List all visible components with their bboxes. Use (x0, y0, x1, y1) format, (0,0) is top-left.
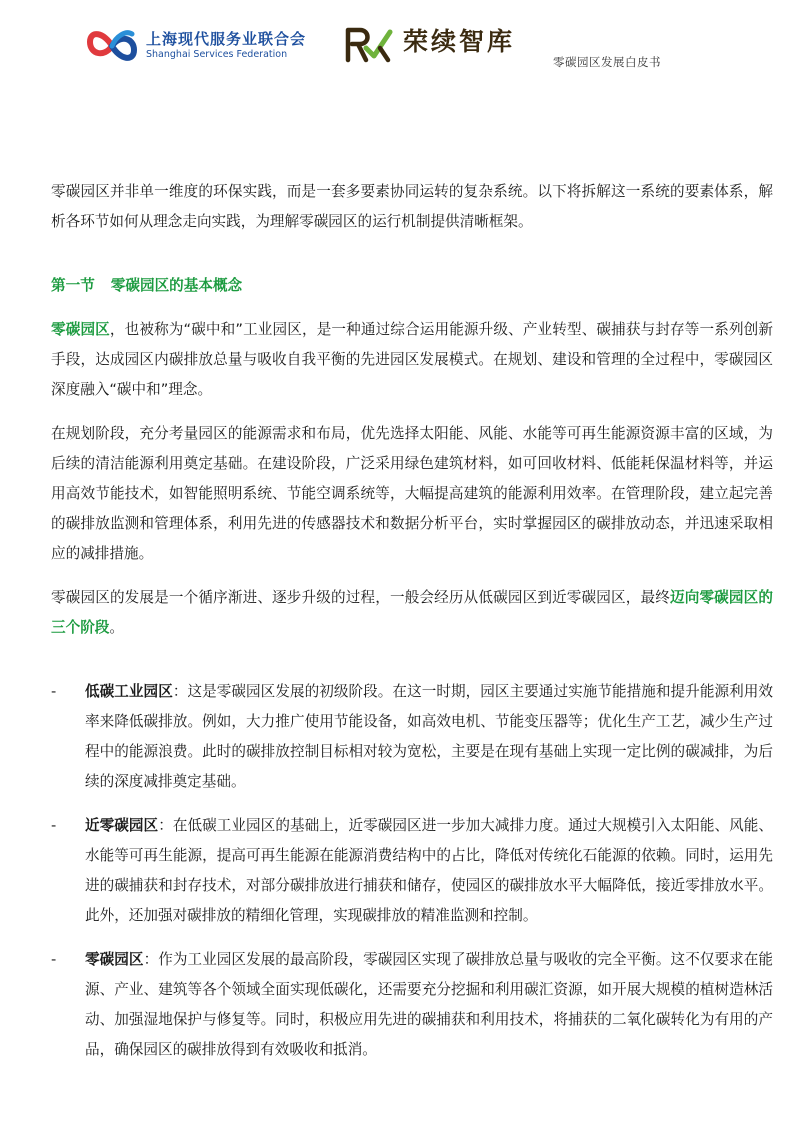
intro-paragraph: 零碳园区并非单一维度的环保实践，而是一套多要素协同运转的复杂系统。以下将拆解这一系统的要素体系，解析各环节如何从理念走向实践，为理解零碳园区的运行机制提供清晰框架。 (51, 183, 773, 230)
list-dash: - (51, 683, 57, 700)
ssf-name-block (146, 30, 306, 61)
development-paragraph (51, 583, 773, 643)
section-heading (51, 271, 773, 301)
definition-text: ，也被称为“碳中和”工业园区，是一种通过综合运用能源升级、产业转型、碳捕获与封存等一系列创新手段，达成园区内碳排放总量与吸收自我平衡的先进园区发展模式。在规划、建设和管理的全过程中，零碳园区深度融入“碳中和”理念。 (51, 321, 773, 398)
stage-item-near-zero (51, 811, 773, 931)
stage-text: ：作为工业园区发展的最高阶段，零碳园区实现了碳排放总量与吸收的完全平衡。这不仅要求在能源、产业、建筑等各个领域全面实现低碳化，还需要充分挖掘和利用碳汇资源，如开展大规模的植树造林活动、加强湿地保护与修复等。同时，积极应用先进的碳捕获和利用技术，将捕获的二氧化碳转化为有用的产品，确保园区的碳排放得到有效吸收和抵消。 (85, 951, 773, 1058)
development-end: 。 (109, 619, 124, 636)
document-title: 零碳园区发展白皮书 (553, 55, 661, 69)
development-highlight: 迈向零碳园区的三个阶段 (51, 589, 773, 636)
section-number: 第一节 (51, 277, 95, 294)
stage-text: ：这是零碳园区发展的初级阶段。在这一时期，园区主要通过实施节能措施和提升能源利用效率来降低碳排放。例如，大力推广使用节能设备，如高效电机、节能变压器等；优化生产工艺，减少生产过程中的能源浪费。此时的碳排放控制目标相对较为宽松，主要是在现有基础上实现一定比例的碳减排，为后续的深度减排奠定基础。 (85, 683, 773, 790)
stage-name: 近零碳园区 (85, 817, 159, 834)
lifecycle-paragraph: 在规划阶段，充分考量园区的能源需求和布局，优先选择太阳能、风能、水能等可再生能源资源丰富的区域，为后续的清洁能源利用奠定基础。在建设阶段，广泛采用绿色建筑材料，如可回收材料、低能耗保温材料等，并运用高效节能技术，如智能照明系统、节能空调系统等，大幅提高建筑的能源利用效率。在管理阶段，建立起完善的碳排放监测和管理体系，利用先进的传感器技术和数据分析平台，实时掌握园区的碳排放动态，并迅速采取相应的减排措施。 (51, 425, 773, 562)
page-header (0, 0, 812, 90)
rx-name: 荣续智库 (403, 27, 516, 56)
ssf-logo-icon (86, 24, 138, 68)
development-text: 零碳园区的发展是一个循序渐进、逐步升级的过程，一般会经历从低碳园区到近零碳园区，最终 (51, 589, 670, 606)
stage-text: ：在低碳工业园区的基础上，近零碳园区进一步加大减排力度。通过大规模引入太阳能、风能、水能等可再生能源，提高可再生能源在能源消费结构中的占比，降低对传统化石能源的依赖。同时，运用先进的碳捕获和封存技术，对部分碳排放进行捕获和储存，使园区的碳排放水平大幅降低，接近零排放水平。此外，还加强对碳排放的精细化管理，实现碳排放的精准监测和控制。 (85, 817, 773, 924)
ssf-name-cn: 上海现代服务业联合会 (146, 30, 307, 48)
stage-name: 零碳园区 (85, 951, 144, 968)
rx-logo-icon (344, 24, 394, 64)
stage-name: 低碳工业园区 (85, 683, 173, 700)
stage-item-zero-carbon (51, 945, 773, 1065)
ssf-name-en: Shanghai Services Federation (146, 49, 288, 60)
section-title: 零碳园区的基本概念 (110, 277, 243, 294)
definition-term: 零碳园区 (51, 321, 110, 338)
list-dash: - (51, 817, 57, 834)
definition-paragraph (51, 315, 773, 405)
page-content (51, 177, 773, 1079)
list-dash: - (51, 951, 57, 968)
stage-item-low-carbon (51, 677, 773, 797)
stage-list (51, 677, 773, 1065)
